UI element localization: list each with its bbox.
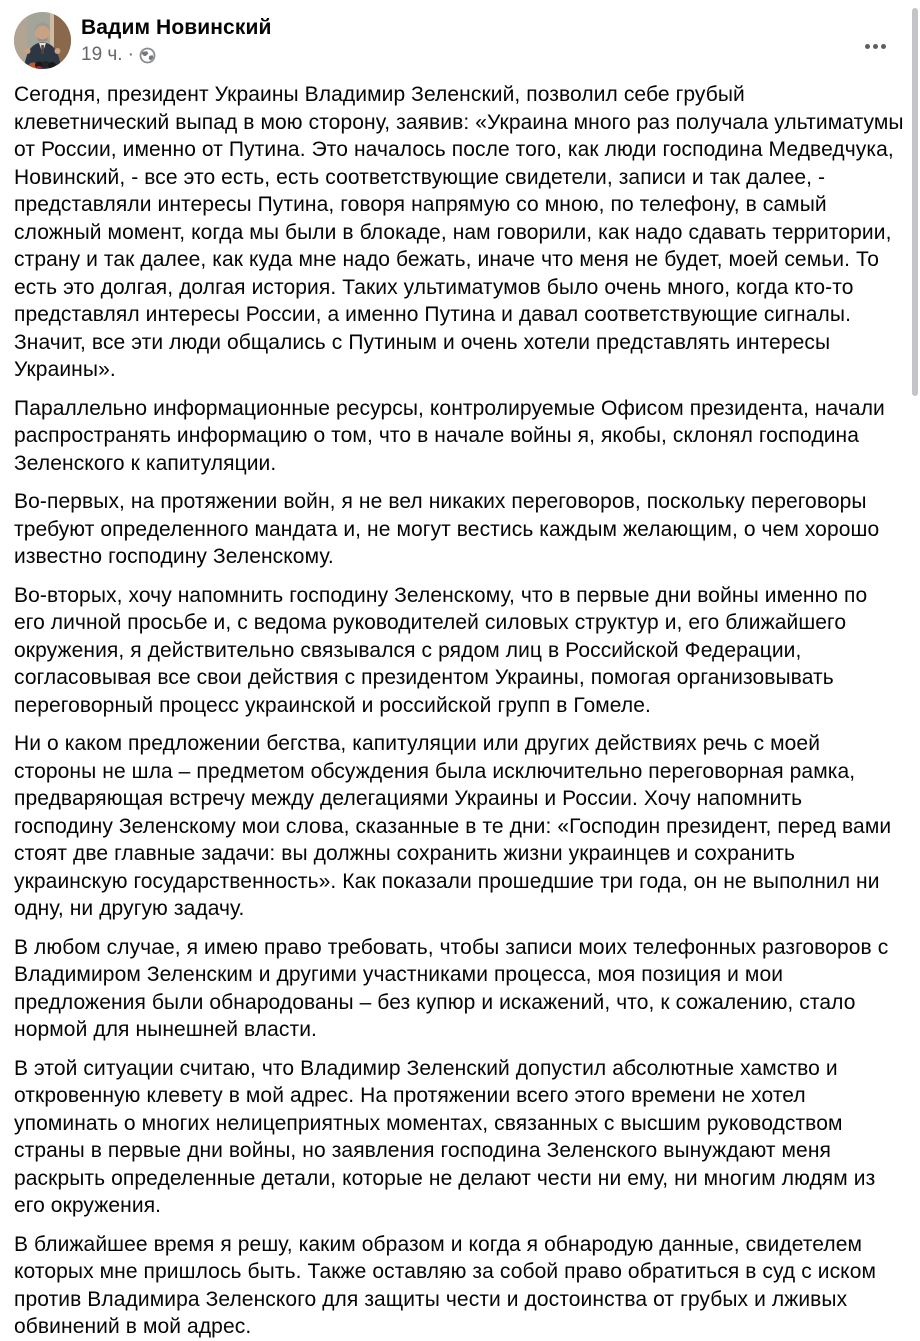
avatar-image [14,12,71,69]
post-text [0,73,920,1341]
more-options-button[interactable] [859,38,892,55]
post-paragraph: Во-вторых, хочу напомнить господину Зеленскому, что в первые дни войны именно по его личной просьбе и, с ведома руководителей силовых структур и, его ближайшего окружения, я действительно связывался с рядом лиц в Российской Федерации, согласовывая все свои действия с президентом Украины, помогая организовывать переговорный процесс украинской и российской групп в Гомеле. [14,583,868,717]
post-timestamp[interactable]: 19 ч. [81,44,123,65]
ellipsis-icon [881,44,886,49]
post-paragraph: В любом случае, я имею право требовать, чтобы записи моих телефонных разговоров с Владимиром Зеленским и другими участниками процесса, моя позиция и мои предложения были обнародованы – без купюр и искажений, что, к сожалению, стало нормой для нынешней власти. [14,935,889,1041]
ellipsis-icon [873,44,878,49]
post-meta [81,44,859,66]
post-paragraph: Во-первых, на протяжении войн, я не вел никаких переговоров, поскольку переговоры требуют определенного мандата и, не могут вестись каждым желающим, о чем хорошо известно господину Зеленскому. [14,490,880,568]
post-paragraph: В ближайшее время я решу, каким образом и когда я обнародую данные, свидетелем которых мне пришлось быть. Также оставляю за собой право обратиться в суд с иском против Владимира Зеленского для защиты чести и достоинства от грубых и лживых обвинений в мой адрес. [14,1232,877,1338]
post-paragraph: Ни о каком предложении бегства, капитуляции или других действиях речь с моей стороны не шла – предметом обсуждения была исключительно переговорная рамка, предваряющая встречу между делегациями Украины и России. Хочу напомнить господину Зеленскому мои слова, сказанные в те дни: «Господин президент, перед вами стоят две главные задачи: вы должны сохранить жизни украинцев и сохранить украинскую государственность». Как показали прошедшие три года, он не выполнил ни одну, ни другую задачу. [14,732,892,920]
post-header-info [81,12,859,66]
author-name[interactable]: Вадим Новинский [81,16,272,39]
ellipsis-icon [865,44,870,49]
meta-separator: · [127,44,134,65]
post-paragraph: Сегодня, президент Украины Владимир Зеленский, позволил себе грубый клеветнический выпад в мою сторону, заявив: «Украина много раз получала ультиматумы от России, именно от Путина. Это началось после того, как люди господина Медведчука, Новинский, - все это есть, есть соответствующие свидетели, записи и так далее, - представляли интересы Путина, говоря напрямую со мною, по телефону, в самый сложный момент, когда мы были в блокаде, нам говорили, как надо сдавать территории, страну и так далее, как куда мне надо бежать, иначе что меня не будет, моей семьи. То есть это долгая, долгая история. Таких ультиматумов было очень много, когда кто-то представлял интересы России, а именно Путина и давал соответствующие сигналы. Значит, все эти люди общались с Путиным и очень хотели представлять интересы Украины». [14,83,904,381]
post-header [0,0,920,73]
post-paragraph: Параллельно информационные ресурсы, контролируемые Офисом президента, начали распространять информацию о том, что в начале войны я, якобы, склонял господина Зеленского к капитуляции. [14,396,885,475]
globe-public-icon [139,47,156,64]
profile-avatar[interactable] [14,12,71,69]
post-paragraph: В этой ситуации считаю, что Владимир Зеленский допустил абсолютные хамство и откровенную клевету в мой адрес. На протяжении всего этого времени не хотел упоминать о многих нелицеприятных моментах, связанных с высшим руководством страны в первые дни войны, но заявления господина Зеленского вынуждают меня раскрыть определенные детали, которые не делают чести ни ему, ни многим людям из его окружения. [14,1056,876,1217]
scrollbar-thumb[interactable] [912,8,918,396]
